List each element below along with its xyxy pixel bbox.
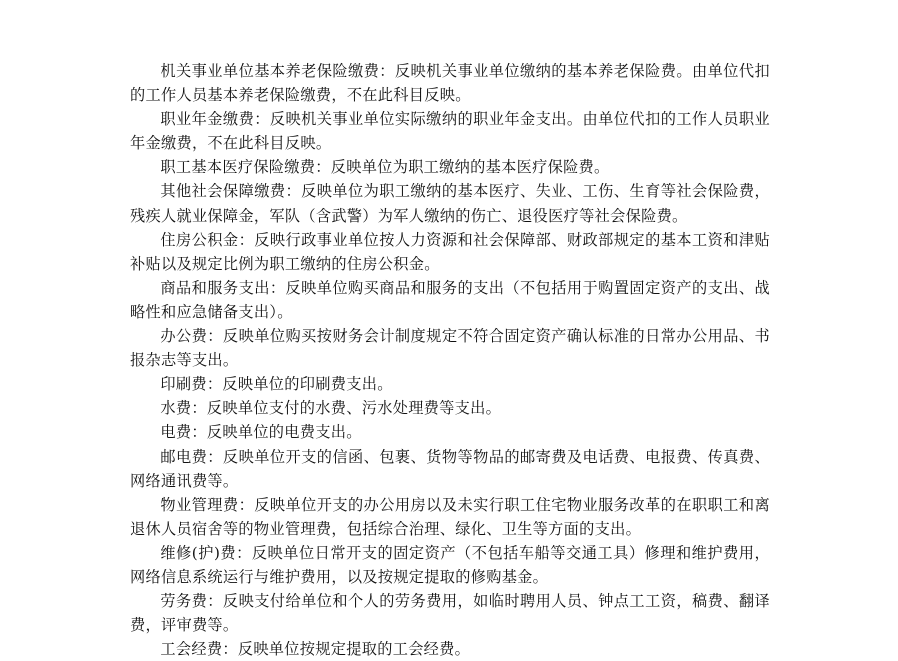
paragraph-electricity-fee: 电费：反映单位的电费支出。: [160, 423, 362, 442]
paragraph-labor-fee: 劳务费：反映支付给单位和个人的劳务费用，如临时聘用人员、钟点工工资，稿费、翻译费，评审费等。: [130, 592, 770, 635]
paragraph-maintenance-fee: 维修(护)费：反映单位日常开支的固定资产（不包括车船等交通工具）修理和维护费用，网络信息系统运行与维护费用，以及按规定提取的修购基金。: [130, 543, 770, 586]
paragraph-union-fee: 工会经费：反映单位按规定提取的工会经费。: [160, 640, 471, 659]
paragraph-occupational-annuity: 职业年金缴费：反映机关事业单位实际缴纳的职业年金支出。由单位代扣的工作人员职业年金缴费，不在此科目反映。: [130, 110, 770, 153]
paragraph-office-expenses: 办公费：反映单位购买按财务会计制度规定不符合固定资产确认标准的日常办公用品、书报杂志等支出。: [130, 327, 770, 370]
paragraph-other-social-security: 其他社会保障缴费：反映单位为职工缴纳的基本医疗、失业、工伤、生育等社会保险费，残疾人就业保障金，军队（含武警）为军人缴纳的伤亡、退役医疗等社会保险费。: [130, 182, 770, 225]
paragraph-property-management-fee: 物业管理费：反映单位开支的办公用房以及未实行职工住宅物业服务改革的在职职工和离退休人员宿舍等的物业管理费，包括综合治理、绿化、卫生等方面的支出。: [130, 495, 770, 538]
paragraph-medical-insurance: 职工基本医疗保险缴费：反映单位为职工缴纳的基本医疗保险费。: [160, 158, 610, 177]
document-body: [130, 59, 770, 661]
paragraph-printing-fee: 印刷费：反映单位的印刷费支出。: [160, 375, 393, 394]
paragraph-water-fee: 水费：反映单位支付的水费、污水处理费等支出。: [160, 399, 502, 418]
paragraph-housing-fund: 住房公积金：反映行政事业单位按人力资源和社会保障部、财政部规定的基本工资和津贴补贴以及规定比例为职工缴纳的住房公积金。: [130, 230, 770, 273]
paragraph-post-telecom-fee: 邮电费：反映单位开支的信函、包裹、货物等物品的邮寄费及电话费、电报费、传真费、网络通讯费等。: [130, 447, 770, 490]
paragraph-goods-and-services: 商品和服务支出：反映单位购买商品和服务的支出（不包括用于购置固定资产的支出、战略性和应急储备支出）。: [130, 278, 770, 321]
paragraph-pension-insurance: 机关事业单位基本养老保险缴费：反映机关事业单位缴纳的基本养老保险费。由单位代扣的工作人员基本养老保险缴费，不在此科目反映。: [130, 62, 770, 105]
